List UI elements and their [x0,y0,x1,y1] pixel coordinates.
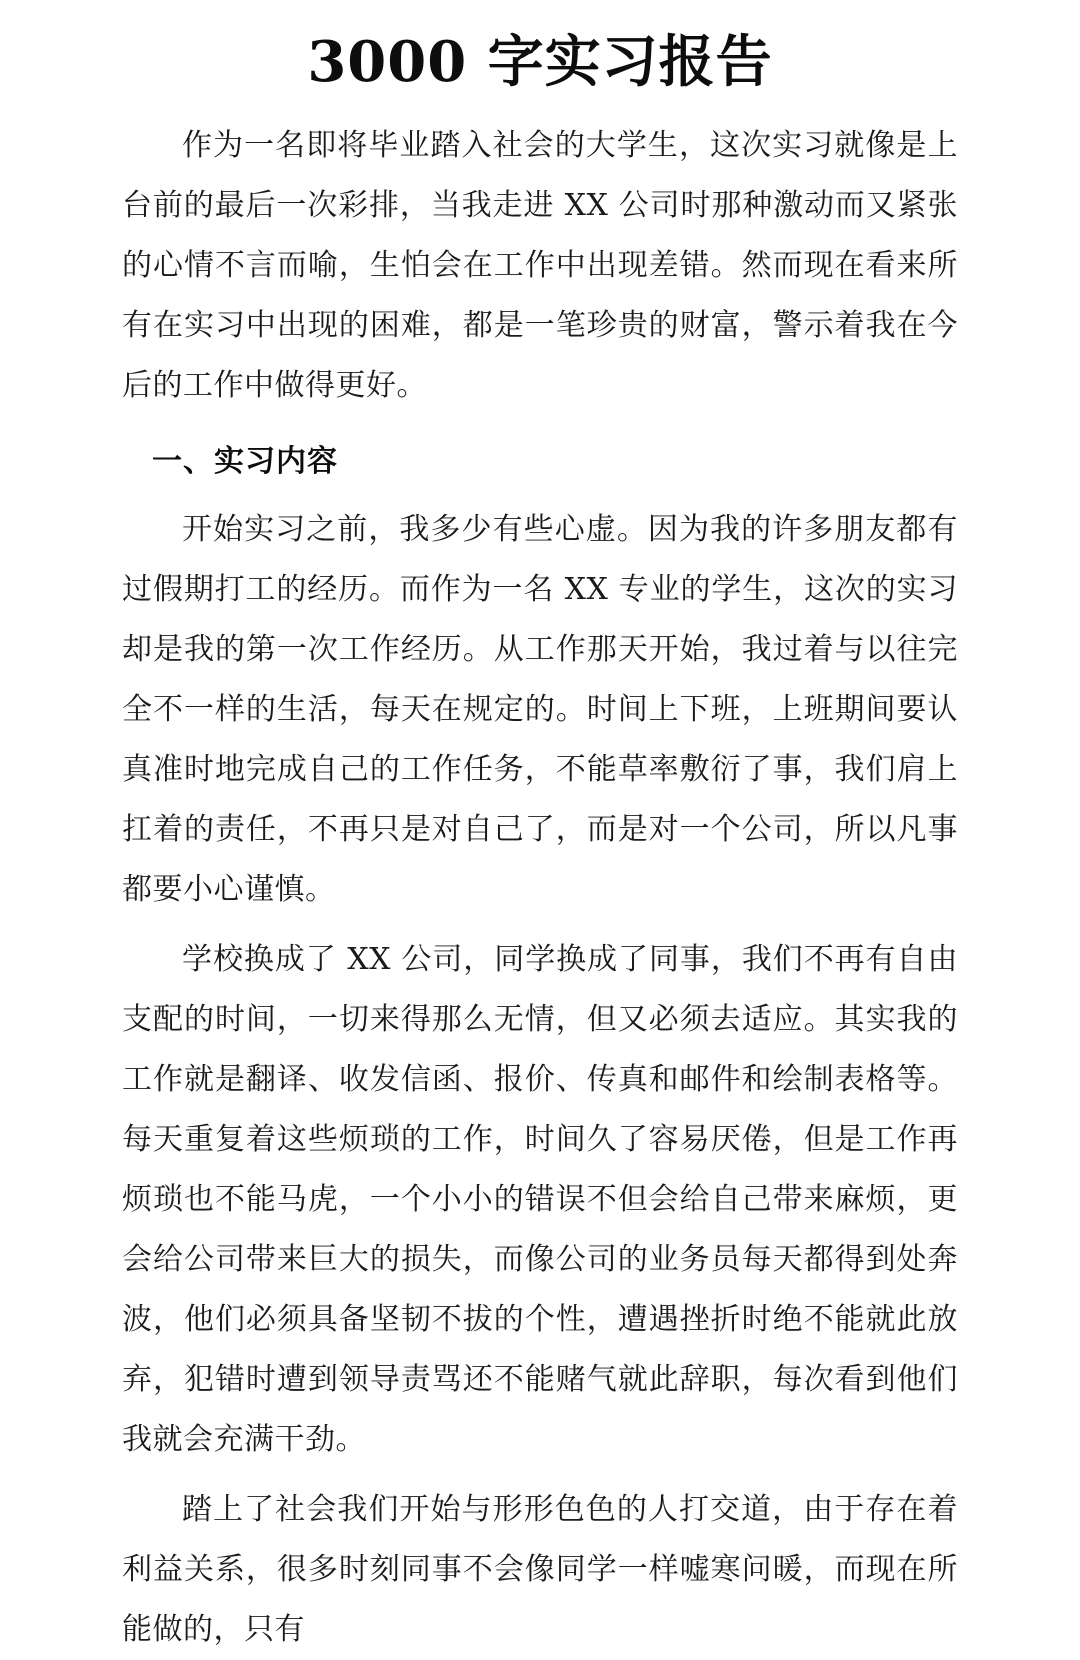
spacer [122,492,958,500]
spacer [122,416,958,432]
document-body [122,90,958,1660]
section-heading-one: 一、实习内容 [152,444,338,479]
paragraph-intro: 作为一名即将毕业踏入社会的大学生，这次实习就像是上台前的最后一次彩排，当我走进 XX 公司时那种激动而又紧张的心情不言而喻，生怕会在工作中出现差错。然而现在看来所有在实习中出现的困难，都是一笔珍贵的财富，警示着我在今后的工作中做得更好。 [122,128,958,403]
page-title: 3000 字实习报告 [307,29,773,95]
paragraph-1: 开始实习之前，我多少有些心虚。因为我的许多朋友都有过假期打工的经历。而作为一名 XX 专业的学生，这次的实习却是我的第一次工作经历。从工作那天开始，我过着与以往完全不一样的生活，每天在规定的。时间上下班，上班期间要认真准时地完成自己的工作任务，不能草率敷衍了事，我们肩上扛着的责任，不再只是对自己了，而是对一个公司，所以凡事都要小心谨慎。 [122,512,958,907]
spacer [122,920,958,930]
paragraph-3: 踏上了社会我们开始与形形色色的人打交道，由于存在着利益关系，很多时刻同事不会像同学一样嘘寒问暖，而现在所能做的，只有 [122,1492,958,1647]
paragraph-2: 学校换成了 XX 公司，同学换成了同事，我们不再有自由支配的时间，一切来得那么无情，但又必须去适应。其实我的工作就是翻译、收发信函、报价、传真和邮件和绘制表格等。每天重复着这些烦琐的工作，时间久了容易厌倦，但是工作再烦琐也不能马虎，一个小小的错误不但会给自己带来麻烦，更会给公司带来巨大的损失，而像公司的业务员每天都得到处奔波，他们必须具备坚韧不拔的个性，遭遇挫折时绝不能就此放弃，犯错时遭到领导责骂还不能赌气就此辞职，每次看到他们我就会充满干劲。 [122,942,958,1457]
spacer [122,1470,958,1480]
